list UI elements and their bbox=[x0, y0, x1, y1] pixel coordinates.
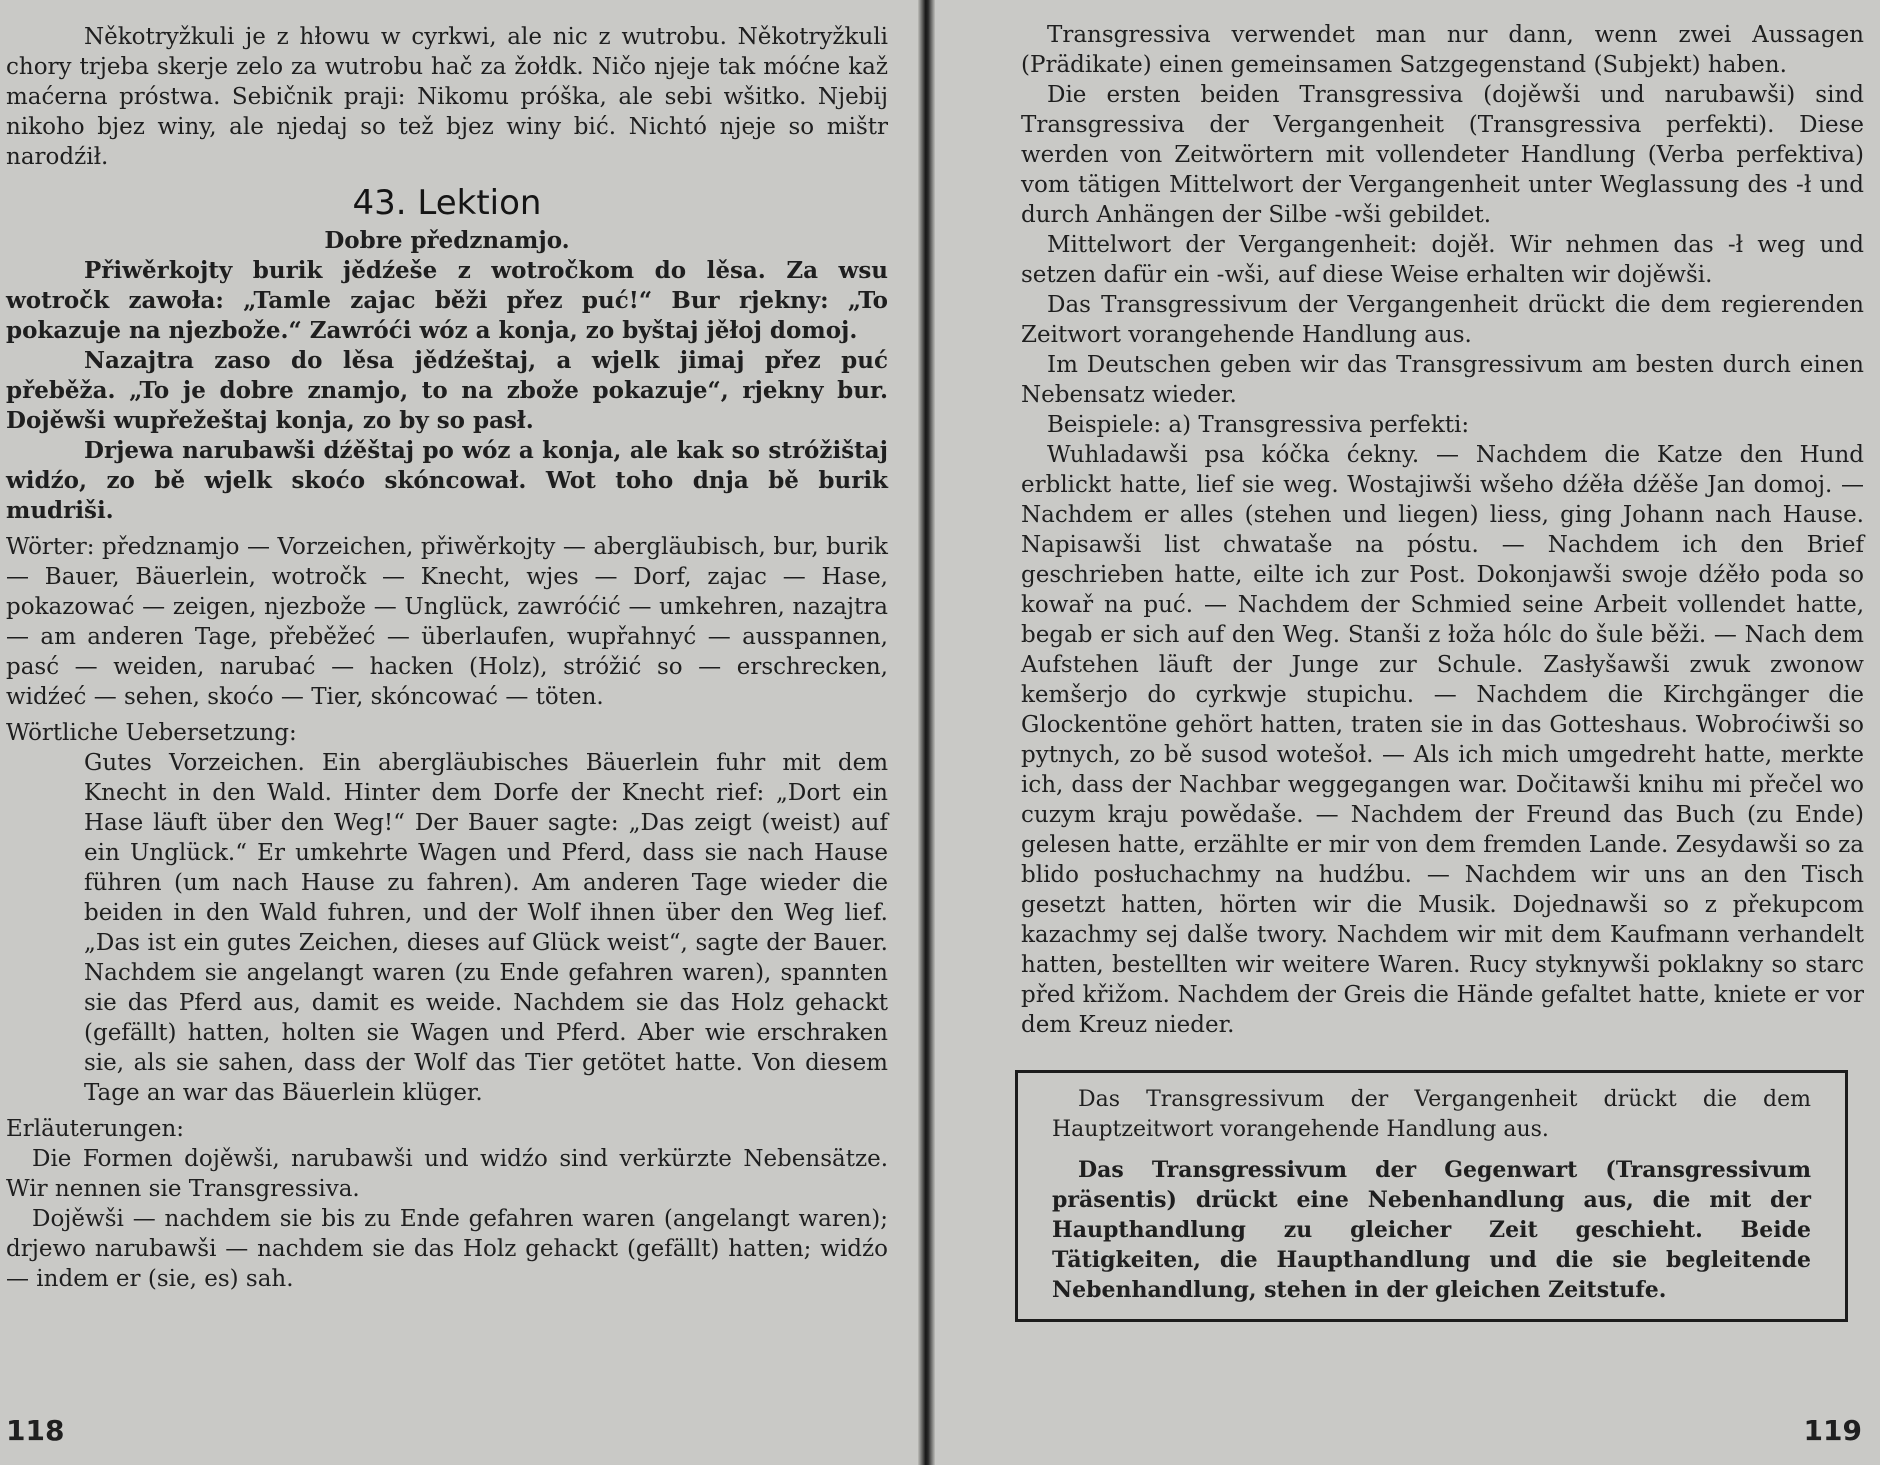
lesson-heading: 43. Lektion bbox=[352, 183, 542, 223]
notes-paragraph-2: Dojěwši — nachdem sie bis zu Ende gefahren waren (angelangt waren); drjewo narubawši — nachdem sie das Holz gehackt (gefällt) hatten; widźo — indem er (sie, es) sah. bbox=[6, 1206, 888, 1292]
right-paragraph-4: Das Transgressivum der Vergangenheit drückt die dem regierenden Zeitwort vorangehende Handlung aus. bbox=[1021, 292, 1864, 348]
right-page bbox=[935, 0, 1880, 1465]
left-page bbox=[0, 0, 918, 1465]
summary-paragraph-2: Das Transgressivum der Gegenwart (Transgressivum präsentis) drückt eine Nebenhandlung aus, die mit der Haupthandlung zu gleicher Zeit geschieht. Beide Tätigkeiten, die Haupthandlung und die sie begleitende Nebenhandlung, stehen in der gleichen Zeitstufe. bbox=[1052, 1157, 1811, 1303]
lesson-subtitle: Dobre předznamjo. bbox=[324, 227, 570, 254]
page-number-right: 119 bbox=[1803, 1414, 1862, 1447]
notes-label: Erläuterungen: bbox=[6, 1116, 185, 1142]
page-number-left: 118 bbox=[6, 1414, 65, 1447]
examples-label: Beispiele: a) Transgressiva perfekti: bbox=[1047, 412, 1470, 438]
summary-box bbox=[1015, 1070, 1848, 1322]
translation-text: Gutes Vorzeichen. Ein abergläubisches Bäuerlein fuhr mit dem Knecht in den Wald. Hinter dem Dorfe der Knecht rief: „Dort ein Hase läuft über den Weg!“ Der Bauer sagte: „Das zeigt (weist) auf ein Unglück.“ Er umkehrte Wagen und Pferd, dass sie nach Hause führen (um nach Hause zu fahren). Am anderen Tage wieder die beiden in den Wald fuhren, und der Wolf ihnen über den Weg lief. „Das ist ein gutes Zeichen, dieses auf Glück weist“, sagte der Bauer. Nachdem sie angelangt waren (zu Ende gefahren waren), spannten sie das Pferd aus, damit es weide. Nachdem sie das Holz gehackt (gefällt) hatten, holten sie Wagen und Pferd. Aber wie erschraken sie, als sie sahen, dass der Wolf das Tier getötet hatte. Von diesem Tage an war das Bäuerlein klüger. bbox=[84, 750, 888, 1106]
vocabulary-paragraph: Wörter: předznamjo — Vorzeichen, přiwěrkojty — abergläubisch, bur, burik — Bauer, Bäuerlein, wotročk — Knecht, wjes — Dorf, zajac — Hase, pokazować — zeigen, njezbože — Unglück, zawróćić — umkehren, nazajtra — am anderen Tage, přeběžeć — überlaufen, wupřahnyć — ausspannen, pasć — weiden, narubać — hacken (Holz), stróžić so — erschrecken, widźeć — sehen, skoćo — Tier, skóncować — töten. bbox=[6, 534, 888, 710]
right-paragraph-2: Die ersten beiden Transgressiva (dojěwši und narubawši) sind Transgressiva der Vergangenheit (Transgressiva perfekti). Diese werden von Zeitwörtern mit vollendeter Handlung (Verba perfektiva) vom tätigen Mittelwort der Vergangenheit unter Weglassung des -ł und durch Anhängen der Silbe -wši gebildet. bbox=[1021, 82, 1864, 228]
right-paragraph-5: Im Deutschen geben wir das Transgressivum am besten durch einen Nebensatz wieder. bbox=[1021, 352, 1864, 408]
translation-label: Wörtliche Uebersetzung: bbox=[6, 720, 297, 746]
notes-paragraph-1: Die Formen dojěwši, narubawši und widźo sind verkürzte Nebensätze. Wir nennen sie Transgressiva. bbox=[6, 1146, 888, 1202]
story-paragraph-2: Nazajtra zaso do lěsa jědźeštaj, a wjelk jimaj přez puć přeběža. „To je dobre znamjo, to na zbože pokazuje“, rjekny bur. Dojěwši wupřežeštaj konja, zo by so pasł. bbox=[6, 347, 888, 434]
intro-paragraph: Někotryžkuli je z hłowu w cyrkwi, ale nic z wutrobu. Někotryžkuli chory trjeba skerje zelo za wutrobu hač za žołdk. Ničo njeje tak móćne kaž maćerna próstwa. Sebičnik praji: Nikomu próška, ale sebi wšitko. Njebij nikoho bjez winy, ale njedaj so tež bjez winy bić. Nichtó njeje so mištr narodźił. bbox=[6, 24, 888, 170]
story-paragraph-1: Přiwěrkojty burik jědźeše z wotročkom do lěsa. Za wsu wotročk zawoła: „Tamle zajac běži přez puć!“ Bur rjekny: „To pokazuje na njezbože.“ Zawróći wóz a konja, zo byštaj jěłoj domoj. bbox=[6, 257, 888, 344]
right-paragraph-1: Transgressiva verwendet man nur dann, wenn zwei Aussagen (Prädikate) einen gemeinsamen Satzgegenstand (Subjekt) haben. bbox=[1021, 22, 1864, 78]
story-paragraph-3: Drjewa narubawši dźěštaj po wóz a konja, ale kak so stróžištaj widźo, zo bě wjelk skoćo skóncował. Wot toho dnja bě burik mudriši. bbox=[6, 437, 888, 524]
book-gutter bbox=[918, 0, 935, 1465]
right-paragraph-3: Mittelwort der Vergangenheit: dojěł. Wir nehmen das -ł weg und setzen dafür ein -wši, auf diese Weise erhalten wir dojěwši. bbox=[1021, 232, 1864, 288]
summary-paragraph-1: Das Transgressivum der Vergangenheit drückt die dem Hauptzeitwort vorangehende Handlung aus. bbox=[1052, 1087, 1811, 1142]
examples-text: Wuhladawši psa kóčka ćekny. — Nachdem die Katze den Hund erblickt hatte, lief sie weg. Wostajiwši wšeho dźěła dźěše Jan domoj. — Nachdem er alles (stehen und liegen) liess, ging Johann nach Hause. Napisawši list chwataše na póstu. — Nachdem ich den Brief geschrieben hatte, eilte ich zur Post. Dokonjawši swoje dźěło poda so kowař na puć. — Nachdem der Schmied seine Arbeit vollendet hatte, begab er sich auf den Weg. Stanši z łoža hólc do šule běži. — Nach dem Aufstehen läuft der Junge zur Schule. Zasłyšawši zwuk zwonow kemšerjo do cyrkwje stupichu. — Nachdem die Kirchgänger die Glockentöne gehört hatten, traten sie in das Gotteshaus. Wobroćiwši so pytnych, zo bě susod wotešoł. — Als ich mich umgedreht hatte, merkte ich, dass der Nachbar weggegangen war. Dočitawši knihu mi přečel wo cuzym kraju powědaše. — Nachdem der Freund das Buch (zu Ende) gelesen hatte, erzählte er mir von dem fremden Lande. Zesydawši so za blido posłuchachmy na hudźbu. — Nachdem wir uns an den Tisch gesetzt hatten, hörten wir die Musik. Dojednawši so z překupcom kazachmy sej dalše twory. Nachdem wir mit dem Kaufmann verhandelt hatten, bestellten wir weitere Waren. Rucy styknywši poklakny so starc před křižom. Nachdem der Greis die Hände gefaltet hatte, kniete er vor dem Kreuz nieder. bbox=[1021, 442, 1864, 1038]
